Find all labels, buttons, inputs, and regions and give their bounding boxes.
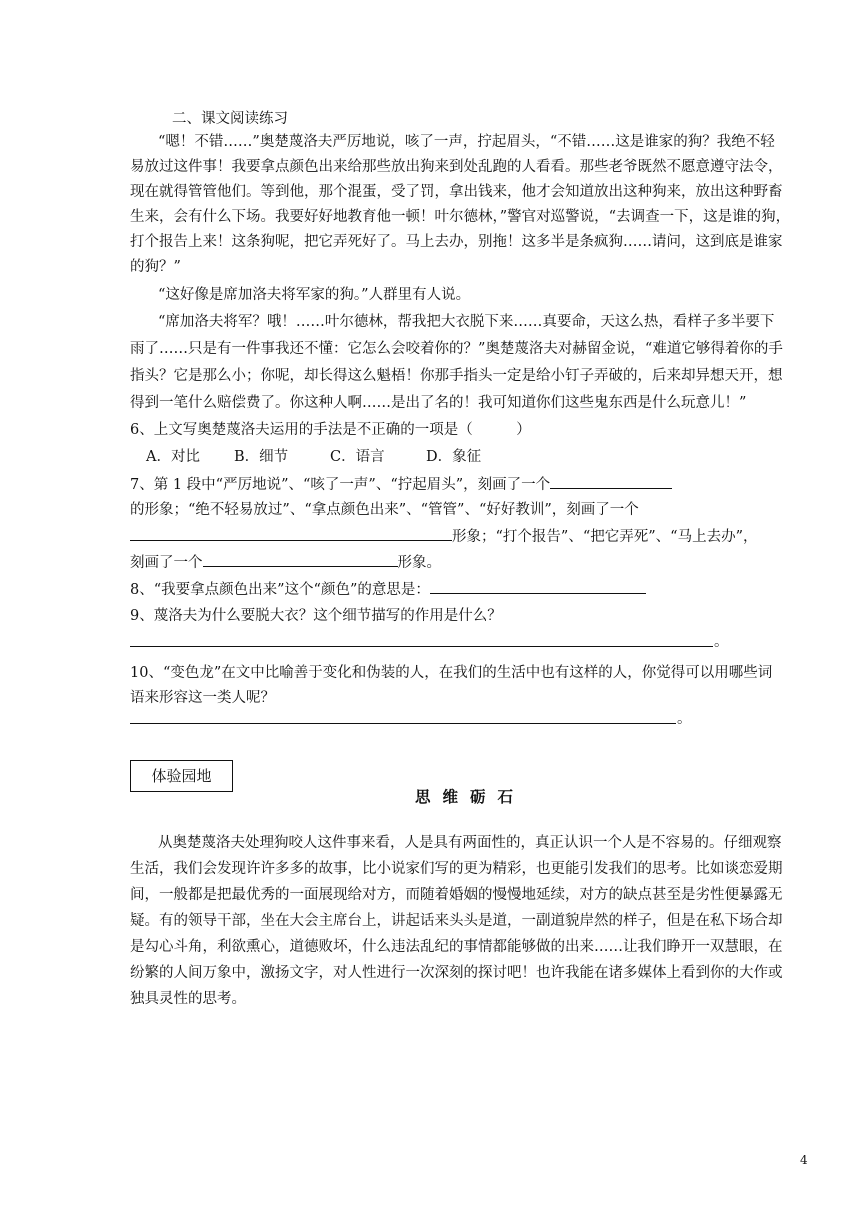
essay-line: 从奥楚蔑洛夫处理狗咬人这件事来看，人是具有两面性的，真正认识一个人是不容易的。仔细观察 (158, 835, 782, 851)
section-heading: 二、课文阅读练习 (172, 111, 288, 127)
essay-line: 生活，我们会发现许许多多的故事，比小说家们写的更为精彩，也更能引发我们的思考。比如谈恋爱期 (130, 861, 783, 877)
passage-line: 的狗？” (130, 259, 181, 275)
page-number: 4 (800, 1153, 808, 1167)
question-10-line1: 10、“变色龙”在文中比喻善于变化和伪装的人，在我们的生活中也有这样的人，你觉得可以用哪些词 (130, 665, 773, 681)
passage-line: “席加洛夫将军？哦！……叶尔德林，帮我把大衣脱下来……真要命，天这么热，看样子多半要下 (158, 314, 775, 330)
passage-line: 得到一笔什么赔偿费了。你这种人啊……是出了名的！我可知道你们这些鬼东西是什么玩意儿！” (130, 395, 747, 411)
question-7-line2: 的形象；“绝不轻易放过”、“拿点颜色出来”、“管管”、“好好教训”，刻画了一个 (130, 502, 639, 518)
answer-blank[interactable] (430, 578, 646, 594)
option-b: B．细节 (234, 449, 289, 465)
answer-line[interactable] (130, 646, 713, 647)
essay-line: 间，一般都是把最优秀的一面展现给对方，而随着婚姻的慢慢地延续，对方的缺点甚至是劣性便暴露无 (130, 887, 783, 903)
answer-blank[interactable] (550, 473, 672, 489)
q8-text: 8、“我要拿点颜色出来”这个“颜色”的意思是： (130, 582, 430, 598)
q7-text: 7、第 1 段中“严厉地说”、“咳了一声”、“拧起眉头”，刻画了一个 (130, 477, 551, 493)
section-box-label: 体验园地 (130, 760, 233, 792)
q7-text: 刻画了一个 (130, 555, 203, 571)
question-7-line3 (130, 525, 758, 548)
question-10-line2: 语来形容这一类人呢？ (130, 690, 275, 706)
essay-line: 独具灵性的思考。 (130, 991, 246, 1007)
option-a: A．对比 (146, 449, 200, 465)
option-d: D．象征 (426, 449, 482, 465)
q10-period: 。 (677, 711, 692, 727)
option-c: C．语言 (330, 449, 385, 465)
essay-line: 疑。有的领导干部，坐在大会主席台上，讲起话来头头是道，一副道貌岸然的样子，但是在私下场合却 (130, 913, 783, 929)
question-6-stem: 6、上文写奥楚蔑洛夫运用的手法是不正确的一项是（ ） (130, 422, 531, 438)
passage-line: “这好像是席加洛夫将军家的狗。”人群里有人说。 (158, 287, 471, 303)
passage-line: 生来，会有什么下场。我要好好地教育他一顿！叶尔德林，”警官对巡警说，“去调查一下，这是谁的狗， (130, 209, 791, 225)
answer-blank[interactable] (130, 525, 452, 541)
question-9-stem: 9、蔑洛夫为什么要脱大衣？这个细节描写的作用是什么？ (130, 608, 502, 624)
answer-blank[interactable] (203, 551, 398, 567)
passage-line: 打个报告上来！这条狗呢，把它弄死好了。马上去办，别拖！这多半是条疯狗……请问，这到底是谁家 (130, 234, 783, 250)
answer-line[interactable] (130, 723, 676, 724)
q7-text: 形象；“打个报告”、“把它弄死”、“马上去办”， (452, 529, 758, 545)
essay-title: 思维砺石 (414, 787, 525, 806)
passage-line: 易放过这件事！我要拿点颜色出来给那些放出狗来到处乱跑的人看看。那些老爷既然不愿意遵守法令， (130, 159, 783, 175)
question-7-line1 (130, 473, 730, 496)
passage-line: 指头？它是那么小；你呢，却长得这么魁梧！你那手指头一定是给小钉子弄破的，后来却异想天开，想 (130, 368, 783, 384)
question-8 (130, 578, 730, 601)
q9-period: 。 (714, 634, 729, 650)
question-7-line4 (130, 551, 730, 574)
passage-line: 现在就得管管他们。等到他，那个混蛋，受了罚，拿出钱来，他才会知道放出这种狗来，放出这种野畜 (130, 184, 783, 200)
q7-text: 形象。 (397, 555, 441, 571)
passage-line: 雨了……只是有一件事我还不懂：它怎么会咬着你的？”奥楚蔑洛夫对赫留金说，“难道它够得着你的手 (130, 341, 783, 357)
essay-line: 是勾心斗角，利欲熏心，道德败坏，什么违法乱纪的事情都能够做的出来……让我们睁开一双慧眼，在 (130, 939, 783, 955)
essay-line: 纷繁的人间万象中，激扬文字，对人性进行一次深刻的探讨吧！也许我能在诸多媒体上看到你的大作或 (130, 965, 783, 981)
passage-line: “嗯！不错……”奥楚蔑洛夫严厉地说，咳了一声，拧起眉头，“不错……这是谁家的狗？我绝不轻 (158, 134, 775, 150)
